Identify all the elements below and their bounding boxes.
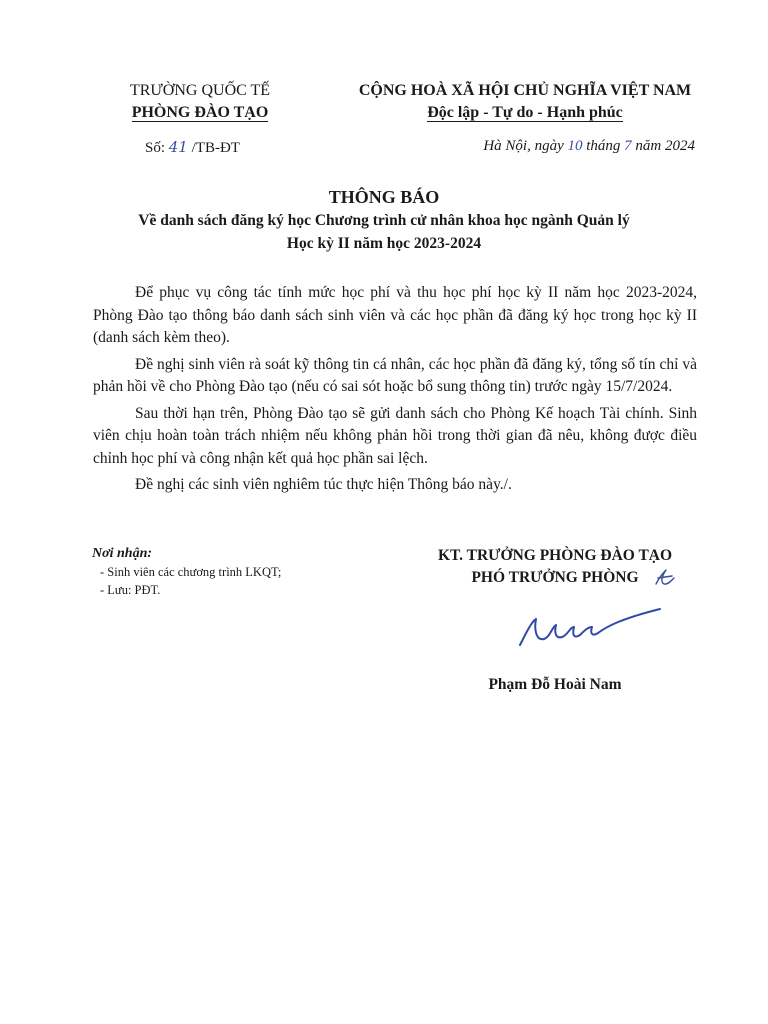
document-title: THÔNG BÁO bbox=[328, 187, 440, 207]
handwritten-day: 10 bbox=[567, 138, 583, 154]
issuer-block bbox=[95, 80, 305, 124]
document-subtitle-2: Học kỳ II năm học 2023-2024 bbox=[286, 235, 482, 252]
national-heading bbox=[340, 80, 710, 124]
signer-title: PHÓ TRƯỞNG PHÒNG bbox=[471, 569, 639, 586]
paragraph: Để phục vụ công tác tính mức học phí và thu học phí học kỳ II năm học 2023-2024, Phòng Đào tạo thông báo danh sách sinh viên và các học phần đã đăng ký học trong học kỳ II (danh sách kèm theo). bbox=[93, 284, 697, 346]
signer-name: Phạm Đỗ Hoài Nam bbox=[488, 676, 622, 693]
recipient-item: - Sinh viên các chương trình LKQT; bbox=[100, 565, 282, 579]
organization-name: TRƯỜNG QUỐC TẾ bbox=[129, 82, 271, 99]
handwritten-month: 7 bbox=[624, 138, 632, 154]
recipients-block bbox=[92, 545, 352, 599]
national-motto: Độc lập - Tự do - Hạnh phúc bbox=[427, 104, 623, 121]
nation-name: CỘNG HOÀ XÃ HỘI CHỦ NGHĨA VIỆT NAM bbox=[358, 82, 692, 99]
document-subtitle-1: Về danh sách đăng ký học Chương trình cử nhân khoa học ngành Quản lý bbox=[138, 212, 630, 229]
paragraph: Đề nghị các sinh viên nghiêm túc thực hiện Thông báo này./. bbox=[135, 476, 512, 493]
recipients-label: Nơi nhận: bbox=[92, 546, 153, 561]
issue-date: Hà Nội, ngày 10 tháng 7 năm 2024 bbox=[483, 138, 695, 154]
document-body bbox=[93, 282, 697, 501]
paragraph: Đề nghị sinh viên rà soát kỹ thông tin cá nhân, các học phần đã đăng ký, tổng số tín chỉ và phản hồi về cho Phòng Đào tạo (nếu có sai sót hoặc bổ sung thông tin) trước ngày 15/7/2024. bbox=[93, 355, 697, 395]
paragraph: Sau thời hạn trên, Phòng Đào tạo sẽ gửi danh sách cho Phòng Kế hoạch Tài chính. Sinh viên chịu hoàn toàn trách nhiệm nếu không phản hồi trong thời gian đã nêu, không được điều chỉnh học phí và công nhận kết quả học phần sai lệch. bbox=[93, 404, 697, 467]
handwritten-number: 41 bbox=[168, 138, 188, 156]
department-name: PHÒNG ĐÀO TẠO bbox=[131, 104, 269, 121]
document-number: Số: 41 /TB-ĐT bbox=[145, 138, 240, 156]
initial-mark-icon bbox=[650, 566, 678, 588]
handwritten-signature-icon bbox=[510, 605, 670, 655]
recipient-item: - Lưu: PĐT. bbox=[100, 583, 161, 597]
signer-authority: KT. TRƯỞNG PHÒNG ĐÀO TẠO bbox=[437, 547, 673, 564]
